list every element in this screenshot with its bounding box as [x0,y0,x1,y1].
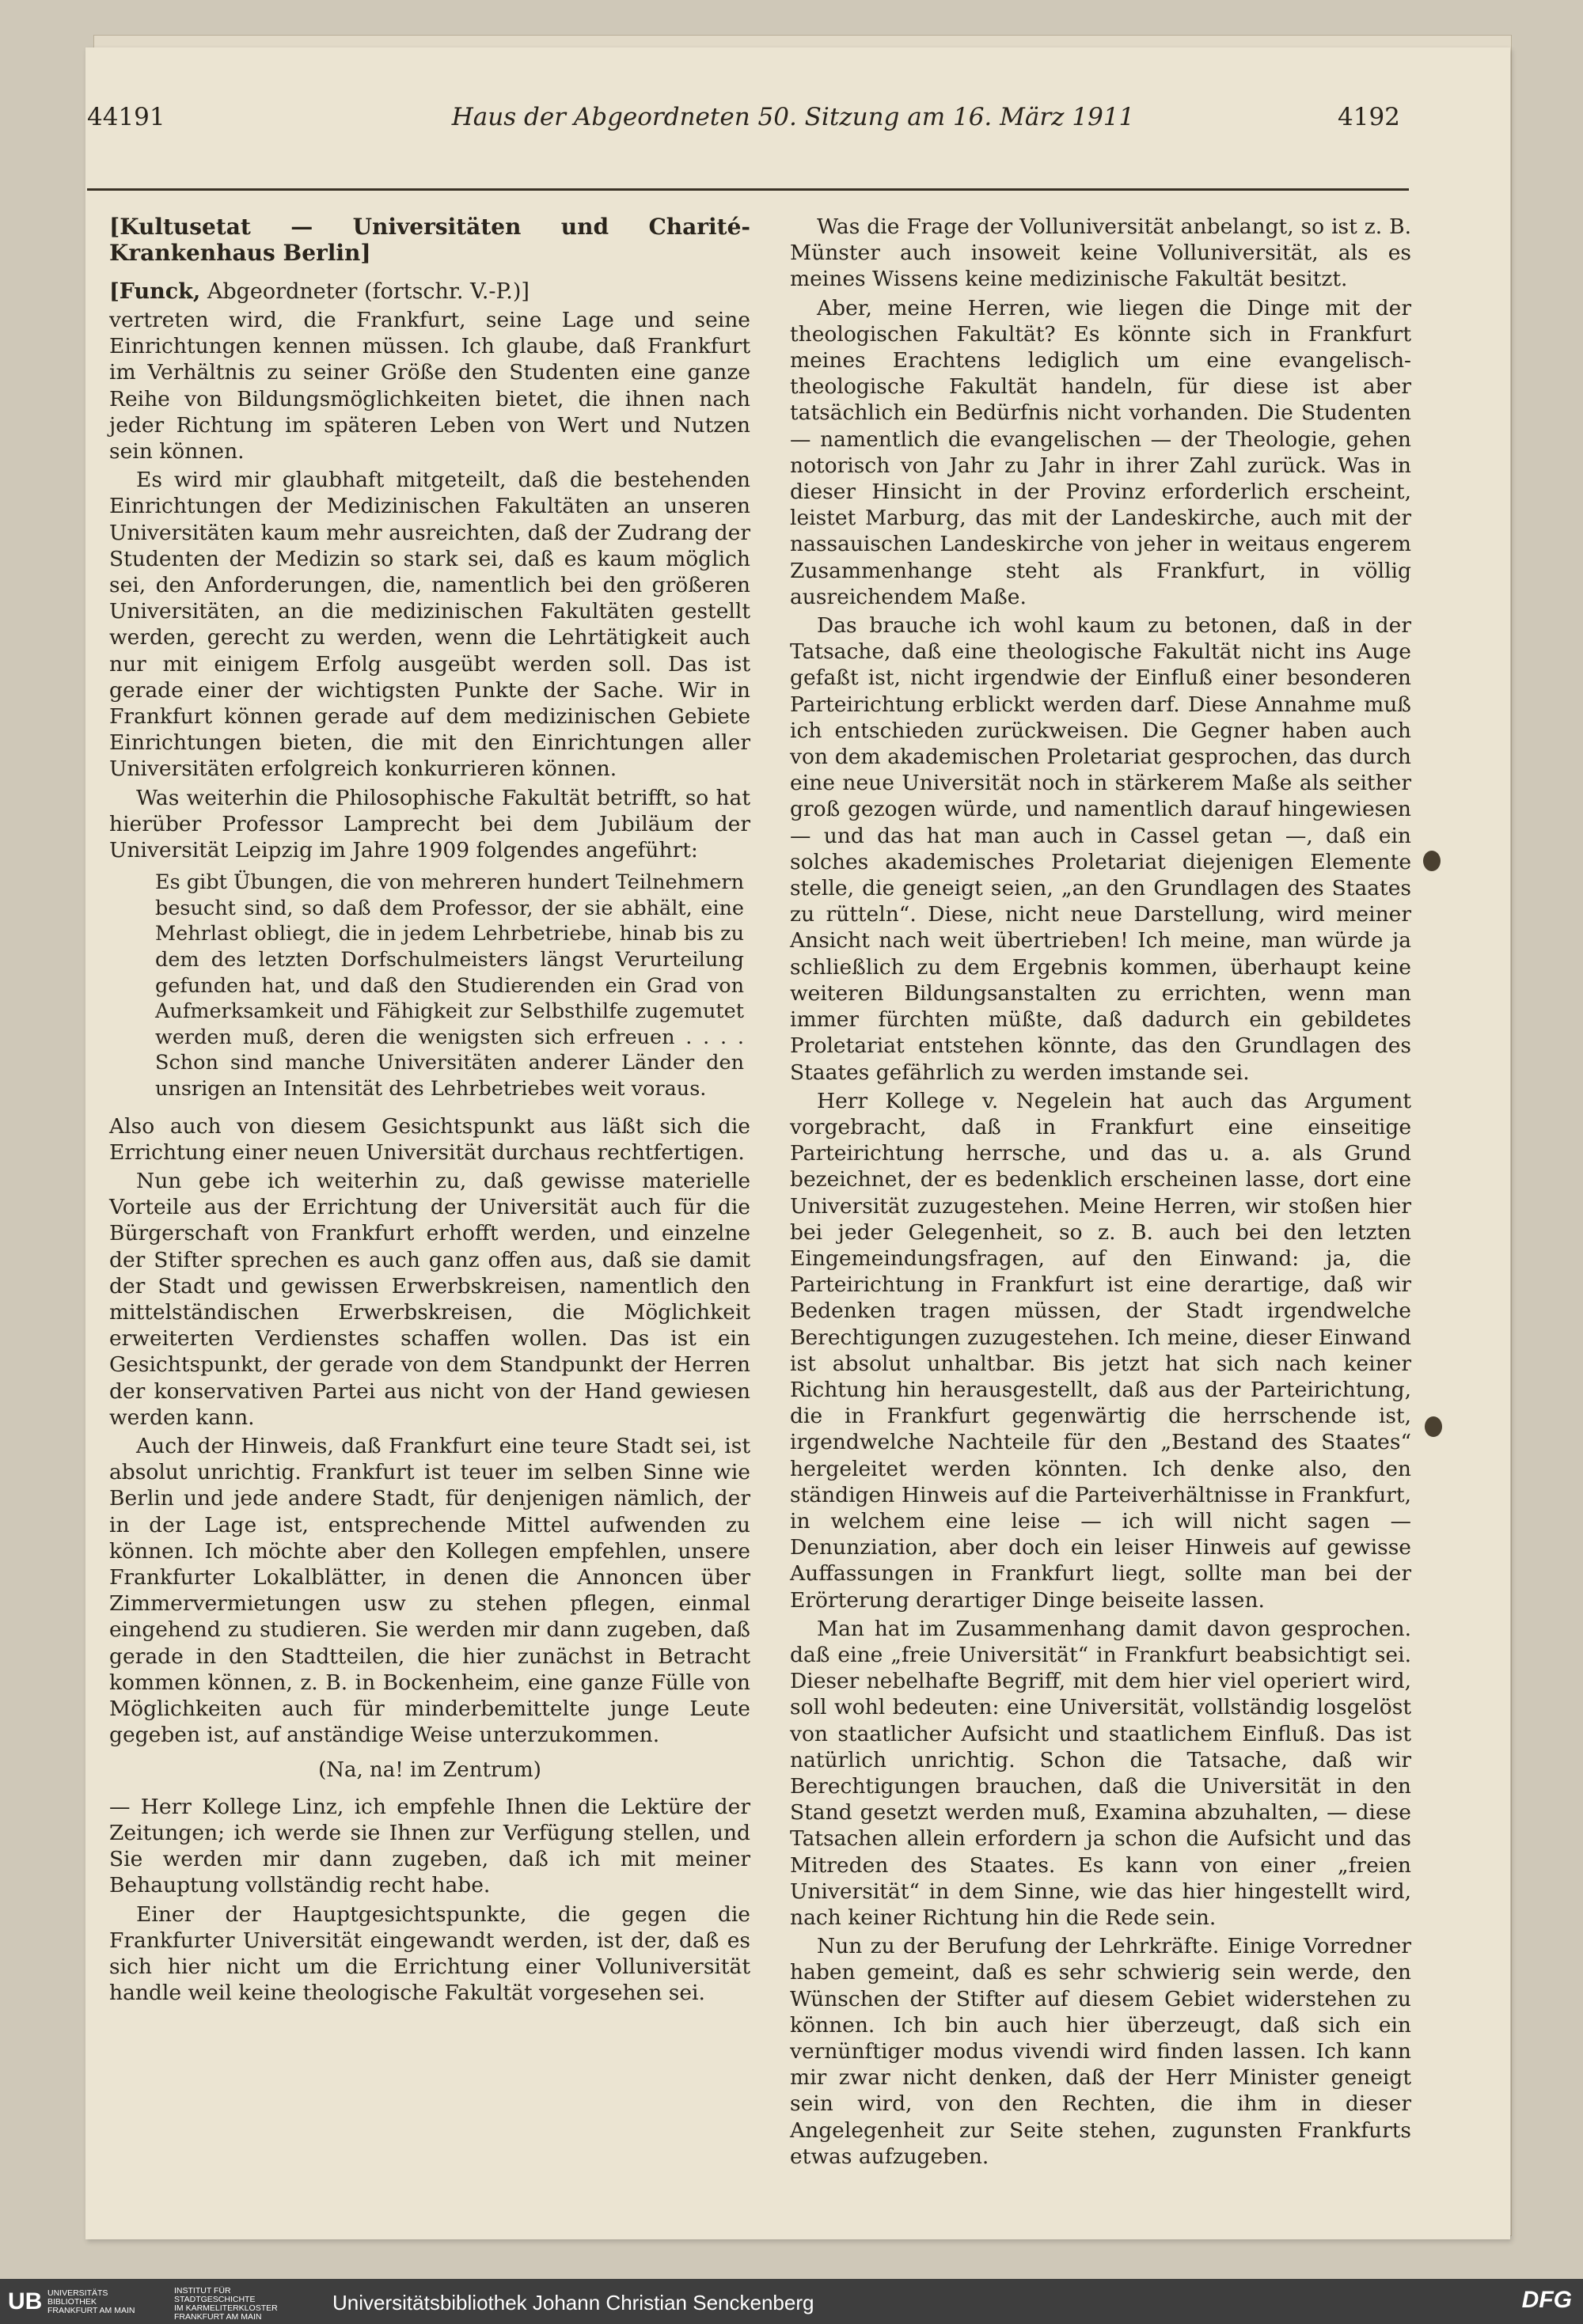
paragraph: Auch der Hinweis, daß Frankfurt eine teure Stadt sei, ist absolut unrichtig. Frankfurt ist teuer im selben Sinne wie Berlin und jede andere Stadt, für denjenigen nämlich, der in der Lage ist, entsprechende Mittel aufwenden zu können. Ich möchte aber den Kollegen empfehlen, unsere Frankfurter Lokalblätter, in denen die Annoncen über Zimmervermietungen usw zu stehen pflegen, einmal eingehend zu studieren. Sie werden mir dann zugeben, daß gerade in den Stadtteilen, die hier zunächst in Betracht kommen können, z. B. in Bockenheim, eine ganze Fülle von Möglichkeiten auch für minderbemittelte junge Leute gegeben ist, auf anständige Weise unterzukommen. [109,1434,750,1748]
speaker-name: [Funck, [109,279,201,304]
punch-hole [1425,1416,1442,1437]
running-title: Haus der Abgeordneten 50. Sitzung am 16. März 1911 [451,103,1135,131]
inst-line: STADTGESCHICHTE [174,2295,256,2304]
header-rule [87,188,1409,191]
interjection: (Na, na! im Zentrum) [318,1758,541,1783]
ub-logo: UB [8,2288,43,2315]
paragraph: Einer der Hauptgesichtspunkte, die gegen die Frankfurter Universität eingewandt werden, ist der, daß es sich hier nicht um die Errichtung einer Volluniversität handle weil keine theologische Fakultät vorgesehen sei. [109,1901,750,2006]
right-column [790,214,1411,2172]
right-page-number: 4192 [1338,103,1400,131]
ub-line: FRANKFURT AM MAIN [47,2306,135,2315]
paragraph: Was die Frage der Volluniversität anbelangt, so ist z. B. Münster auch insoweit keine Volluniversität, als es meines Wissens keine medizinische Fakultät besitzt. [790,214,1411,292]
paragraph: — Herr Kollege Linz, ich empfehle Ihnen die Lektüre der Zeitungen; ich werde sie Ihnen zur Verfügung stellen, und Sie werden mir dann zugeben, daß ich mit meiner Behauptung vollständig recht habe. [109,1794,750,1898]
speaker-line [109,279,750,305]
library-name: Universitätsbibliothek Johann Christian Senckenberg [332,2291,814,2315]
paragraph: Es wird mir glaubhaft mitgeteilt, daß die bestehenden Einrichtungen der Medizinischen Fakultäten an unseren Universitäten kaum mehr ausreichten, daß der Zudrang der Studenten der Medizin so stark sei, daß es kaum möglich sei, den Anforderungen, die, namentlich bei den größeren Universitäten, an die medizinischen Fakultäten gestellt werden, gerecht zu werden, wenn die Lehrtätigkeit auch nur mit einigem Erfolg ausgeübt werden soll. Das ist gerade einer der wichtigsten Punkte der Sache. Wir in Frankfurt können gerade auf dem medizinischen Gebiete Einrichtungen bieten, die mit den Einrichtungen aller Universitäten erfolgreich konkurrieren können. [109,468,750,782]
paragraph: Also auch von diesem Gesichtspunkt aus läßt sich die Errichtung einer neuen Universität durchaus rechtfertigen. [109,1113,750,1165]
paragraph: Nun zu der Berufung der Lehrkräfte. Einige Vorredner haben gemeint, daß es sehr schwierig sein werde, den Wünschen der Stifter auf diesem Gebiet widerstehen zu können. Ich bin auch hier überzeugt, daß sich ein vernünftiger modus vivendi wird finden lassen. Ich kann mir zwar nicht denken, daß der Herr Minister geneigt sein wird, von den Rechten, die ihm in dieser Angelegenheit zur Seite stehen, zugunsten Frankfurts etwas aufzugeben. [790,1934,1411,2169]
paragraph: Das brauche ich wohl kaum zu betonen, daß in der Tatsache, daß eine theologische Fakultät nicht ins Auge gefaßt ist, nicht irgendwie der Einfluß einer besonderen Parteirichtung erblickt werden darf. Diese Annahme muß ich entschieden zurückweisen. Die Gegner haben auch von dem akademischen Proletariat gesprochen, das durch eine neue Universität noch in stärkerem Maße als seither groß gezogen würde, und namentlich darauf hingewiesen — und das hat man auch in Cassel getan —, daß ein solches akademisches Proletariat diejenigen Elemente stelle, die geneigt seien, „an den Grundlagen des Staates zu rütteln“. Diese, nicht neue Darstellung, wird meiner Ansicht nach weit übertrieben! Ich meine, man würde ja schließlich zu dem Ergebnis kommen, überhaupt keine weiteren Bildungsanstalten zu errichten, wenn man immer fürchten müßte, daß dadurch ein gebildetes Proletariat entstehen könnte, das den Grundlagen des Staates gefährlich zu werden imstande sei. [790,613,1411,1085]
ub-line: BIBLIOTHEK [47,2297,97,2307]
dfg-logo: DFG [1521,2287,1572,2313]
paragraph: vertreten wird, die Frankfurt, seine Lage und seine Einrichtungen kennen müssen. Ich glaube, daß Frankfurt im Verhältnis zu seiner Größe den Studenten eine ganze Reihe von Bildungsmöglichkeiten bietet, die ihnen nach jeder Richtung im späteren Leben von Wert und Nutzen sein können. [109,308,750,464]
paragraph: Herr Kollege v. Negelein hat auch das Argument vorgebracht, daß in Frankfurt eine einseitige Parteirichtung herrsche, und das u. a. als Grund bezeichnet, der es bedenklich erscheinen lasse, dort eine Universität zuzugestehen. Meine Herren, wir stoßen hier bei jeder Gelegenheit, so z. B. auch bei den letzten Eingemeindungsfragen, auf den Einwand: ja, die Parteirichtung in Frankfurt ist eine derartige, daß wir Bedenken tragen müssen, der Stadt irgendwelche Berechtigungen zuzugestehen. Ich meine, dieser Einwand ist absolut unhaltbar. Bis jetzt hat sich nach keiner Richtung hin herausgestellt, daß aus der Parteirichtung, die in Frankfurt gegenwärtig die herrschende ist, irgendwelche Nachteile für den „Bestand des Staates“ hergeleitet werden könnten. Ich denke also, den ständigen Hinweis auf die Parteiverhältnisse in Frankfurt, in welchem eine leise — ich will nicht sagen — Denunziation, aber doch ein leiser Hinweis auf gewisse Auffassungen in Frankfurt liegt, sollte man bei der Erörterung derartiger Dinge beiseite lassen. [790,1088,1411,1613]
inst-line: FRANKFURT AM MAIN [174,2312,262,2322]
institute-name [174,2287,278,2322]
punch-hole [1423,851,1441,871]
paragraph: Nun gebe ich weiterhin zu, daß gewisse materielle Vorteile aus der Errichtung der Universität auch für die Bürgerschaft von Frankfurt erhofft werden, und einzelne der Stifter sprechen es auch ganz offen aus, daß sie damit der Stadt und gewissen Erwerbskreisen, namentlich den mittelständischen Erwerbskreisen, die Möglichkeit erweiterten Verdienstes schaffen wollen. Das ist ein Gesichtspunkt, der gerade von dem Standpunkt der Herren der konservativen Partei aus nicht von der Hand gewiesen werden kann. [109,1169,750,1430]
paragraph: Man hat im Zusammenhang damit davon gesprochen. daß eine „freie Universität“ in Frankfurt beabsichtigt sei. Dieser nebelhafte Begriff, mit dem hier viel operiert wird, soll wohl bedeuten: eine Universität, vollständig losgelöst von staatlicher Aufsicht und staatlichem Einfluß. Das ist natürlich unrichtig. Schon die Tatsache, daß wir Berechtigungen brauchen, daß die Universität in den Stand gesetzt werden muß, Examina abzuhalten, — diese Tatsachen allein erfordern ja schon die Aufsicht und das Mitreden des Staates. Es kann von einer „freien Universität“ in dem Sinne, wie das hier hingestellt wird, nach keiner Richtung hin die Rede sein. [790,1616,1411,1930]
ub-name [47,2289,135,2315]
speaker-role: Abgeordneter (fortschr. V.-P.)] [200,279,530,304]
inst-line: INSTITUT FÜR [174,2286,231,2296]
left-page-number: 44191 [87,103,165,131]
block-quote: Es gibt Übungen, die von mehreren hundert Teilnehmern besucht sind, so daß dem Professor, der sie abhält, eine Mehrlast obliegt, die in jedem Lehrbetriebe, hinab bis zu dem des letzten Dorfschulmeisters längst Verurteilung gefunden hat, und daß den Studierenden ein Grad von Aufmerksamkeit und Fähigkeit zur Selbsthilfe zugemutet werden muß, deren die wenigsten sich erfreuen . . . . Schon sind manche Universitäten anderer Länder den unsrigen an Intensität des Lehrbetriebes weit voraus. [155,870,744,1101]
ub-line: UNIVERSITÄTS [47,2288,108,2298]
section-heading: [Kultusetat — Universitäten und Charité-Krankenhaus Berlin] [109,214,750,266]
paragraph: Aber, meine Herren, wie liegen die Dinge mit der theologischen Fakultät? Es könnte sich in Frankfurt meines Erachtens lediglich um eine evangelisch-theologische Fakultät handeln, für diese ist aber tatsächlich ein Bedürfnis nicht vorhanden. Die Studenten — namentlich die evangelischen — der Theologie, gehen notorisch von Jahr zu Jahr in ihrer Zahl zurück. Was in dieser Hinsicht in der Provinz erforderlich erscheint, leistet Marburg, das mit der Landeskirche, auch mit der nassauischen Landeskirche von jeher in weitaus engerem Zusammenhange steht als Frankfurt, in völlig ausreichendem Maße. [790,295,1411,609]
inst-line: IM KARMELITERKLOSTER [174,2303,278,2313]
paragraph: Was weiterhin die Philosophische Fakultät betrifft, so hat hierüber Professor Lamprecht bei dem Jubiläum der Universität Leipzig im Jahre 1909 folgendes angeführt: [109,785,750,863]
left-column [109,214,750,2008]
